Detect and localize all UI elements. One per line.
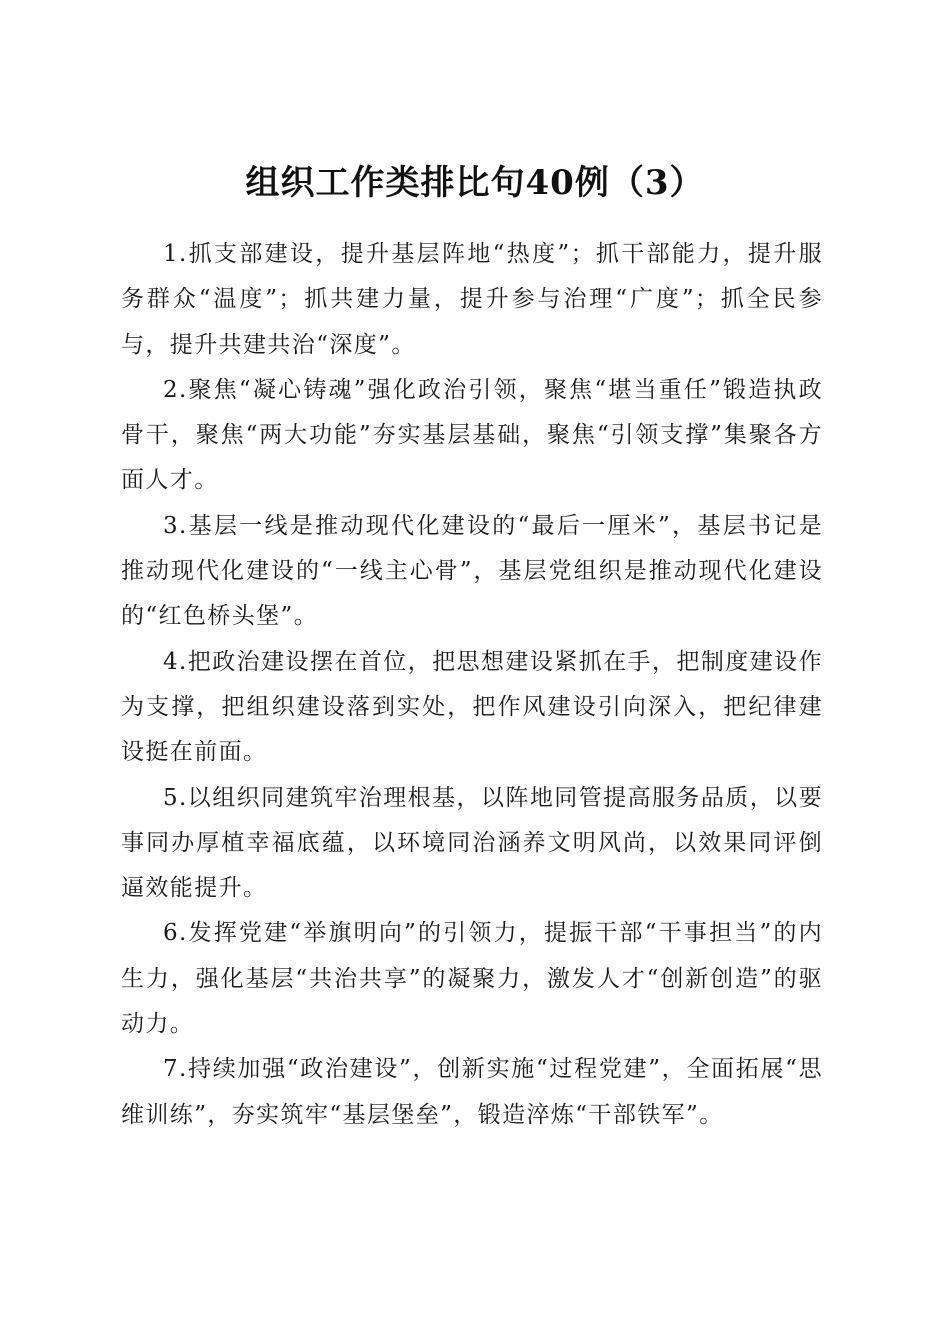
paragraph-3: 3.基层一线是推动现代化建设的“最后一厘米”，基层书记是推动现代化建设的“一线主心骨”，基层党组织是推动现代化建设的“红色桥头堡”。 [121, 512, 823, 630]
paragraph-6: 6.发挥党建“举旗明向”的引领力，提振干部“干事担当”的内生力，强化基层“共治共享”的凝聚力，激发人才“创新创造”的驱动力。 [121, 920, 823, 1038]
paragraph-4: 4.把政治建设摆在首位，把思想建设紧抓在手，把制度建设作为支撑，把组织建设落到实处，把作风建设引向深入，把纪律建设挺在前面。 [121, 648, 823, 766]
paragraph-7: 7.持续加强“政治建设”，创新实施“过程党建”，全面拓展“思维训练”，夯实筑牢“基层堡垒”，锻造淬炼“干部铁军”。 [121, 1056, 823, 1128]
page-title: 组织工作类排比句40例（3） [245, 162, 705, 203]
document-body [121, 232, 823, 1138]
paragraph-5: 5.以组织同建筑牢治理根基，以阵地同管提高服务品质，以要事同办厚植幸福底蕴，以环境同治涵养文明风尚，以效果同评倒逼效能提升。 [121, 784, 823, 902]
paragraph-1: 1.抓支部建设，提升基层阵地“热度”；抓干部能力，提升服务群众“温度”；抓共建力量，提升参与治理“广度”；抓全民参与，提升共建共治“深度”。 [121, 241, 823, 358]
paragraph-2: 2.聚焦“凝心铸魂”强化政治引领，聚焦“堪当重任”锻造执政骨干，聚焦“两大功能”夯实基层基础，聚焦“引领支撑”集聚各方面人才。 [121, 376, 823, 494]
